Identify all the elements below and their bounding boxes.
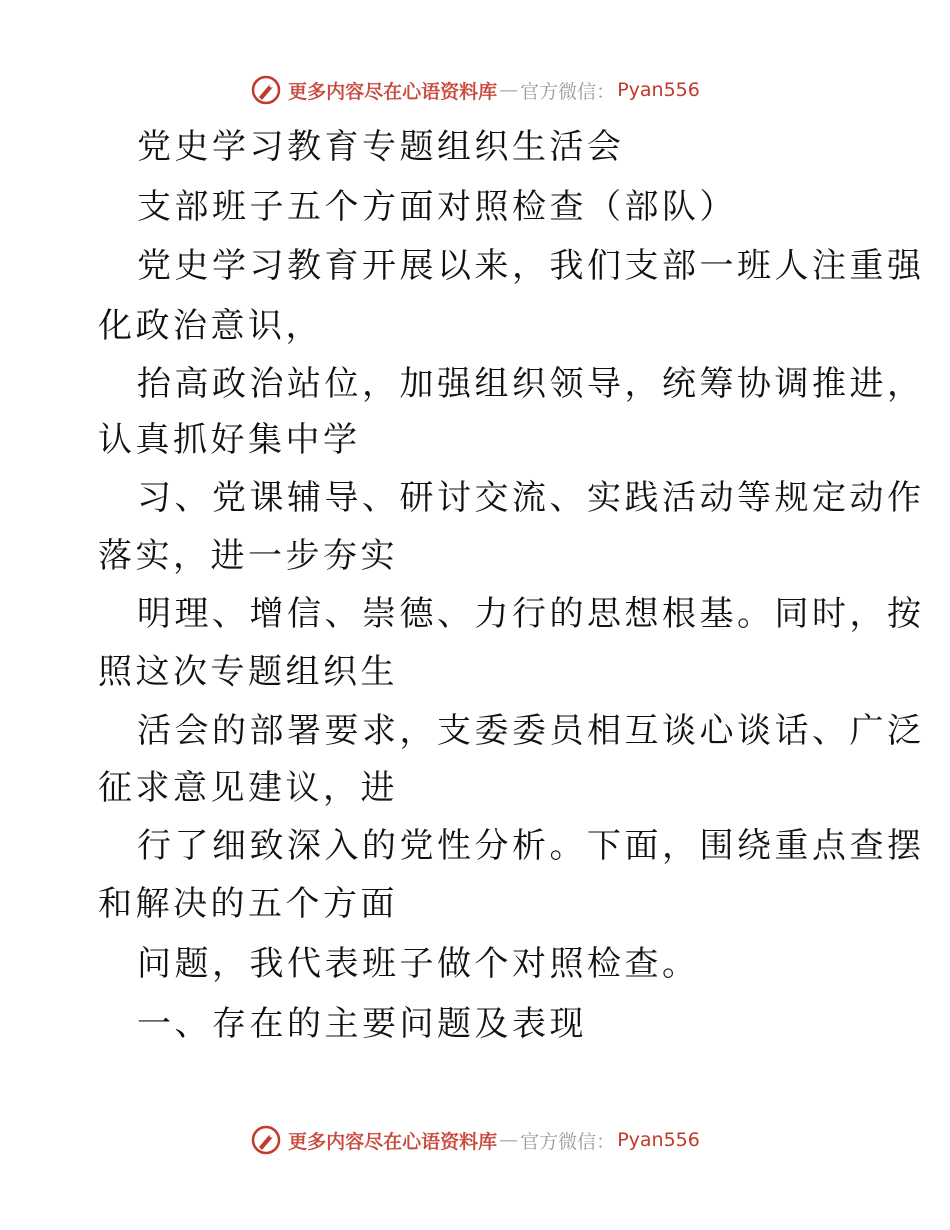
watermark-dash: —	[499, 79, 519, 101]
paragraph-line: 和解决的五个方面	[98, 884, 398, 924]
watermark-wechat-id: Pyan556	[617, 79, 700, 101]
paragraph-line: 党史学习教育开展以来，我们支部一班人注重强	[137, 246, 925, 286]
paragraph-line: 征求意见建议，进	[98, 768, 398, 808]
paragraph-line: 活会的部署要求，支委委员相互谈心谈话、广泛	[137, 711, 925, 751]
paragraph-line: 照这次专题组织生	[98, 652, 398, 692]
footer-watermark	[0, 1120, 950, 1160]
watermark-dash: —	[499, 1129, 519, 1151]
watermark-main-text: 更多内容尽在心语资料库	[288, 1130, 498, 1153]
document-subtitle: 支部班子五个方面对照检查（部队）	[137, 187, 737, 227]
watermark-official-label: 官方微信：	[520, 1130, 616, 1153]
paragraph-line: 化政治意识，	[98, 306, 323, 346]
pen-logo-icon	[250, 1124, 282, 1156]
watermark-wechat-id: Pyan556	[617, 1129, 700, 1151]
document-title: 党史学习教育专题组织生活会	[137, 127, 625, 167]
section-heading: 一、存在的主要问题及表现	[137, 1004, 587, 1044]
paragraph-line: 抬高政治站位，加强组织领导，统筹协调推进，	[137, 364, 925, 404]
paragraph-line: 习、党课辅导、研讨交流、实践活动等规定动作	[137, 478, 925, 518]
paragraph-line: 认真抓好集中学	[98, 420, 361, 460]
paragraph-line: 行了细致深入的党性分析。下面，围绕重点查摆	[137, 826, 925, 866]
paragraph-line: 落实，进一步夯实	[98, 536, 398, 576]
paragraph-line: 问题，我代表班子做个对照检查。	[137, 944, 700, 984]
watermark-main-text: 更多内容尽在心语资料库	[288, 80, 498, 103]
watermark-official-label: 官方微信：	[520, 80, 616, 103]
pen-logo-icon	[250, 74, 282, 106]
paragraph-line: 明理、增信、崇德、力行的思想根基。同时，按	[137, 594, 925, 634]
header-watermark	[0, 70, 950, 110]
